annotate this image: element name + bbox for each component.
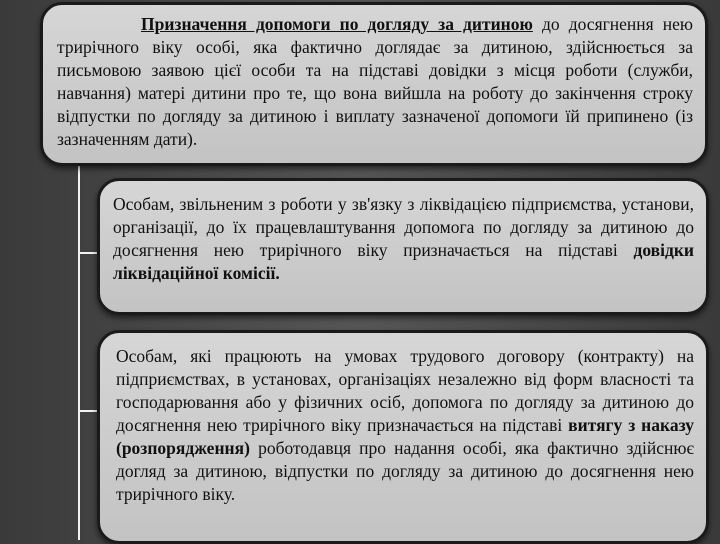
box3-paragraph (116, 345, 694, 506)
box3-bold: витягу з наказу (розпорядження) (116, 415, 694, 458)
box1-paragraph (57, 13, 693, 151)
box1-text: до досягнення нею трирічного віку особі, яка фактично доглядає за дитиною, здійснюється за письмовою заявою цієї особи та на підставі довідки з місця роботи (служби, навчання) матері дитини про те, що вона вийшла на роботу до закінчення строку відпустки по догляду за дитиною і виплату зазначеної допомоги їй припинено (із зазначенням дати). (57, 14, 694, 149)
connector-tick-box2 (78, 252, 98, 254)
box1-heading: Призначення допомоги по догляду за дитиною (141, 14, 533, 34)
connector-tick-box3 (78, 410, 98, 412)
box3-text-after: роботодавця про надання особі, яка фактично здійснює догляд за дитиною, відпустки по догляду за дитиною до досягнення нею трирічного віку. (116, 438, 694, 504)
box2-paragraph (113, 193, 694, 285)
info-box-employment-contract (97, 330, 709, 544)
box3-text-before: Особам, які працюють на умовах трудового договору (контракту) на підприємствах, в установах, організаціях незалежно від форм власності та господарювання або у фізичних осіб, допомога по догляду за дитиною до досягнення нею трирічного віку призначається на підставі (116, 346, 694, 435)
info-box-caregiver (40, 2, 708, 166)
connector-line (78, 162, 80, 540)
box2-text: Особам, звільненим з роботи у зв'язку з ліквідацією підприємства, установи, організації, до їх працевлаштування допомога по догляду за дитиною до досягнення нею трирічного віку призначається на підставі (113, 194, 694, 260)
box2-bold: довідки ліквідаційної комісії. (113, 240, 694, 283)
info-box-liquidation (97, 178, 709, 315)
